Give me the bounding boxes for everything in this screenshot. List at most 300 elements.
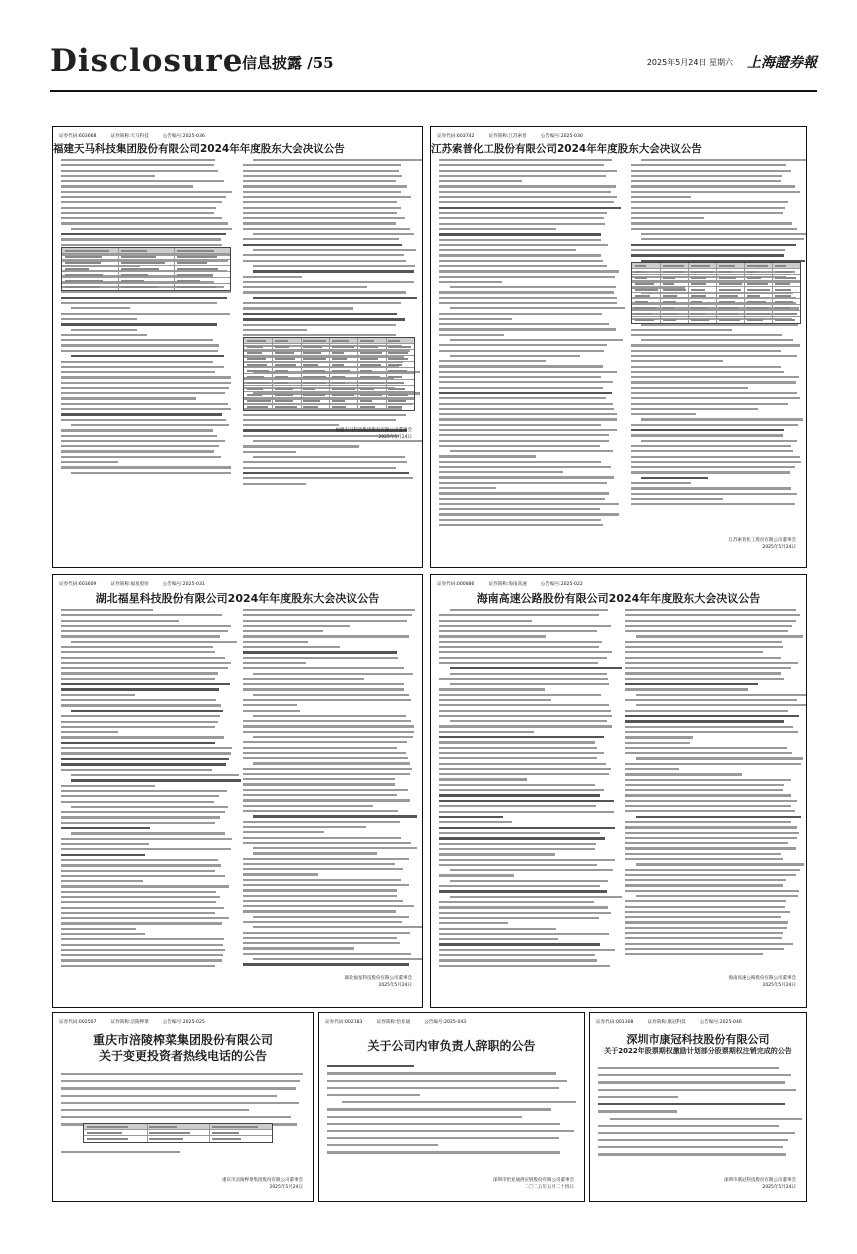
text-line — [61, 244, 222, 246]
table-cell-divider — [209, 1130, 210, 1135]
text-line — [61, 371, 215, 373]
text-line — [625, 742, 690, 744]
text-line — [439, 768, 611, 770]
text-line — [243, 609, 415, 611]
table-cell-text — [635, 319, 654, 321]
table-cell-text — [775, 319, 795, 321]
table-cell-divider — [744, 311, 745, 316]
text-line — [243, 725, 414, 727]
text-line — [61, 207, 216, 209]
text-line — [243, 921, 402, 923]
text-line — [253, 233, 413, 235]
text-line — [253, 270, 414, 272]
text-line — [61, 1109, 249, 1111]
text-line — [625, 630, 788, 632]
text-line — [439, 662, 598, 664]
table-cell-text — [635, 295, 651, 297]
text-line — [598, 1146, 783, 1148]
text-line — [439, 291, 614, 293]
table-cell-text — [691, 265, 710, 267]
table-cell-text — [747, 283, 768, 285]
announcement-sopo — [430, 126, 807, 568]
table-cell-text — [360, 400, 372, 402]
table-cell-text — [275, 358, 295, 360]
text-line — [641, 233, 807, 235]
table-cell-text — [332, 394, 354, 396]
text-line — [625, 921, 788, 923]
text-line — [625, 731, 798, 733]
text-line — [636, 895, 798, 897]
table-cell-text — [303, 400, 320, 402]
table-cell-divider — [660, 293, 661, 298]
text-line — [631, 344, 800, 346]
table-cell-divider — [386, 362, 387, 367]
text-line — [327, 1144, 438, 1146]
table-cell-text — [275, 382, 289, 384]
table-cell-divider — [301, 374, 302, 379]
body-text-right — [625, 609, 801, 955]
text-line — [243, 445, 359, 447]
text-line — [598, 1125, 779, 1127]
text-line — [439, 805, 596, 807]
text-line — [61, 752, 231, 754]
text-line — [61, 403, 228, 405]
text-line — [61, 164, 214, 166]
text-line — [439, 794, 600, 796]
text-line — [625, 667, 791, 669]
text-line — [439, 212, 607, 214]
table-cell-text — [121, 286, 158, 288]
text-line — [439, 408, 614, 410]
table-cell-divider — [329, 380, 330, 385]
text-line — [439, 715, 612, 717]
text-line — [61, 694, 135, 696]
table-cell-text — [332, 352, 344, 354]
text-line — [61, 397, 196, 399]
text-line — [243, 222, 396, 224]
text-line — [439, 424, 601, 426]
table-cell-text — [275, 388, 293, 390]
body-text — [598, 1067, 800, 1156]
text-line — [253, 456, 405, 458]
table-cell-divider — [772, 263, 773, 268]
text-line — [625, 646, 783, 648]
table-cell-divider — [174, 260, 175, 265]
text-line — [625, 927, 787, 929]
text-line — [61, 928, 136, 930]
text-line — [243, 641, 308, 643]
table-cell-divider — [301, 386, 302, 391]
table-cell-text — [388, 376, 402, 378]
table-cell-text — [332, 340, 350, 342]
text-line — [641, 159, 807, 161]
section-label: 信息披露 /55 — [242, 54, 334, 72]
text-line — [253, 673, 412, 675]
text-line — [625, 932, 783, 934]
table-cell-text — [275, 340, 288, 342]
table-cell-divider — [716, 287, 717, 292]
text-line — [61, 848, 231, 850]
table-cell-text — [247, 346, 264, 348]
table-cell-divider — [772, 275, 773, 280]
table-cell-text — [388, 370, 407, 372]
table-cell-text — [247, 382, 270, 384]
text-line — [625, 726, 793, 728]
text-line — [327, 1065, 414, 1067]
text-line — [439, 816, 503, 818]
text-line — [61, 801, 214, 803]
text-line — [450, 339, 623, 341]
table-cell-text — [303, 406, 318, 408]
table-cell-text — [719, 313, 739, 315]
table-cell-text — [332, 370, 350, 372]
text-line — [631, 461, 801, 463]
table-cell-text — [360, 346, 378, 348]
table-cell-text — [747, 307, 768, 309]
table-cell-divider — [301, 338, 302, 343]
table-cell-text — [360, 382, 384, 384]
text-line — [439, 688, 545, 690]
text-line — [71, 832, 224, 834]
text-line — [439, 938, 558, 940]
text-line — [641, 339, 793, 341]
text-line — [61, 683, 230, 685]
table-cell-divider — [772, 305, 773, 310]
text-line — [625, 937, 782, 939]
text-line — [61, 297, 227, 299]
text-line — [631, 180, 781, 182]
table-cell-text — [212, 1126, 258, 1128]
signature: 海南高速公路股份有限公司董事会 2025年5月24日 — [728, 976, 796, 988]
text-line — [61, 721, 218, 723]
table-cell-text — [663, 307, 675, 309]
table-cell-text — [691, 307, 709, 309]
text-line — [439, 482, 607, 484]
table-cell-text — [747, 313, 770, 315]
table-cell-text — [360, 364, 382, 366]
table-cell-text — [663, 277, 675, 279]
text-line — [631, 228, 797, 230]
table-cell-divider — [688, 311, 689, 316]
table-cell-text — [775, 313, 798, 315]
text-line — [327, 1123, 560, 1125]
table-cell-text — [275, 394, 293, 396]
text-line — [439, 625, 611, 627]
text-line — [439, 360, 546, 362]
text-line — [625, 720, 784, 722]
text-line — [631, 201, 788, 203]
text-line — [631, 207, 785, 209]
text-line — [243, 831, 324, 833]
table-cell-text — [719, 295, 738, 297]
text-line — [631, 334, 782, 336]
text-line — [71, 472, 230, 474]
text-line — [439, 630, 597, 632]
text-line — [61, 859, 218, 861]
text-line — [61, 938, 224, 940]
table-cell-divider — [716, 293, 717, 298]
text-line — [439, 323, 609, 325]
announcement-title-line-1: 重庆市涪陵榨菜集团股份有限公司 — [92, 1033, 273, 1047]
signature: 重庆市涪陵榨菜集团股份有限公司董事会 2025年5月24日 — [222, 1178, 303, 1190]
table-cell-text — [212, 1132, 239, 1134]
text-line — [631, 175, 782, 177]
text-line — [439, 350, 604, 352]
table-cell-divider — [174, 254, 175, 259]
text-line — [439, 853, 555, 855]
text-line — [439, 620, 532, 622]
text-line — [243, 472, 409, 474]
text-line — [598, 1096, 678, 1098]
body-text-left — [61, 159, 233, 474]
text-line — [253, 958, 422, 960]
text-line — [243, 238, 399, 240]
table-cell-divider — [301, 392, 302, 397]
text-line — [439, 159, 612, 161]
proposal-table — [631, 262, 801, 324]
text-line — [625, 614, 800, 616]
text-line — [439, 397, 606, 399]
text-line — [450, 609, 608, 611]
text-line — [61, 461, 118, 463]
text-line — [631, 381, 796, 383]
text-line — [71, 307, 130, 309]
table-cell-divider — [174, 272, 175, 277]
text-line — [625, 948, 784, 950]
text-line — [439, 933, 609, 935]
table-cell-text — [121, 262, 165, 264]
text-line — [61, 466, 231, 468]
text-line — [439, 487, 496, 489]
text-line — [243, 783, 395, 785]
table-cell-divider — [357, 344, 358, 349]
table-cell-divider — [301, 398, 302, 403]
text-line — [439, 471, 563, 473]
text-line — [253, 736, 413, 738]
text-line — [439, 297, 617, 299]
text-line — [253, 297, 417, 299]
text-line — [243, 900, 403, 902]
announcement-title-line-2: 关于变更投资者热线电话的公告 — [98, 1049, 267, 1063]
text-line — [253, 852, 377, 854]
text-line — [439, 827, 615, 829]
stock-code-line: 证券代码:002183 证券简称:怡亚通 公告编号:2025-043 — [325, 1020, 467, 1025]
table-cell-text — [775, 265, 787, 267]
text-line — [439, 699, 551, 701]
table-cell-text — [388, 364, 402, 366]
proposal-table — [243, 337, 415, 411]
table-cell-text — [303, 394, 325, 396]
text-line — [327, 1080, 567, 1082]
text-line — [625, 821, 791, 823]
text-line — [61, 944, 223, 946]
table-cell-divider — [688, 263, 689, 268]
text-line — [439, 270, 619, 272]
text-line — [61, 688, 219, 690]
table-cell-text — [247, 352, 262, 354]
text-line — [61, 864, 221, 866]
table-cell-text — [303, 346, 321, 348]
text-line — [243, 291, 406, 293]
text-line — [598, 1074, 791, 1076]
text-line — [61, 318, 137, 320]
table-cell-divider — [301, 350, 302, 355]
text-line — [243, 212, 397, 214]
table-cell-text — [303, 352, 320, 354]
announcement-fuling-zhacai — [52, 1012, 314, 1202]
text-line — [61, 191, 232, 193]
text-line — [327, 1094, 420, 1096]
table-cell-text — [87, 1132, 122, 1134]
table-cell-text — [247, 400, 271, 402]
text-line — [631, 493, 797, 495]
text-line — [61, 635, 220, 637]
text-line — [439, 445, 600, 447]
text-line — [439, 466, 611, 468]
table-cell-divider — [118, 254, 119, 259]
text-line — [450, 896, 623, 898]
text-line — [625, 869, 800, 871]
announcement-title-line-1: 深圳市康冠科技股份有限公司 — [626, 1033, 770, 1046]
table-cell-divider — [357, 374, 358, 379]
text-line — [598, 1089, 796, 1091]
table-cell-divider — [660, 305, 661, 310]
table-cell-text — [388, 388, 405, 390]
table-cell-text — [247, 376, 265, 378]
text-line — [253, 847, 416, 849]
text-line — [327, 1087, 559, 1089]
text-line — [450, 286, 616, 288]
text-line — [243, 910, 396, 912]
table-cell-divider — [301, 362, 302, 367]
announcement-fuxing — [52, 574, 423, 1008]
text-line — [439, 371, 617, 373]
text-line — [61, 933, 145, 935]
text-line — [243, 625, 350, 627]
text-line — [61, 180, 224, 182]
text-line — [61, 838, 232, 840]
table-cell-text — [635, 277, 648, 279]
text-line — [243, 863, 395, 865]
table-cell-divider — [716, 299, 717, 304]
table-cell-divider — [744, 281, 745, 286]
table-cell-text — [388, 394, 408, 396]
text-line — [631, 456, 800, 458]
text-line — [253, 715, 405, 717]
text-line — [61, 440, 225, 442]
table-cell-divider — [329, 386, 330, 391]
table-cell-text — [635, 265, 646, 267]
text-line — [243, 789, 408, 791]
text-line — [439, 763, 606, 765]
text-line — [243, 963, 409, 965]
text-line — [439, 843, 596, 845]
text-line — [625, 826, 797, 828]
text-line — [61, 609, 153, 611]
text-line — [625, 810, 795, 812]
table-cell-text — [719, 283, 743, 285]
text-line — [439, 196, 617, 198]
text-line — [439, 736, 604, 738]
table-cell-text — [775, 283, 791, 285]
text-line — [439, 922, 508, 924]
table-cell-divider — [688, 317, 689, 323]
text-line — [243, 884, 409, 886]
table-cell-text — [747, 271, 759, 273]
hotline-table — [83, 1123, 273, 1143]
text-line — [61, 344, 219, 346]
text-line — [636, 816, 801, 818]
text-line — [439, 281, 502, 283]
text-line — [598, 1110, 677, 1112]
text-line — [450, 355, 580, 357]
text-line — [625, 890, 799, 892]
text-line — [61, 1102, 299, 1104]
text-line — [439, 207, 621, 209]
brand-title: Disclosure — [50, 43, 244, 79]
text-line — [61, 875, 225, 877]
table-cell-divider — [357, 404, 358, 410]
table-cell-text — [149, 1138, 182, 1140]
text-line — [625, 651, 763, 653]
text-line — [625, 699, 797, 701]
text-line — [439, 170, 617, 172]
text-line — [243, 768, 412, 770]
table-cell-text — [635, 283, 654, 285]
text-line — [631, 371, 784, 373]
table-cell-divider — [272, 392, 273, 397]
table-cell-divider — [209, 1136, 210, 1142]
signature: 深圳市怡亚通供应链股份有限公司董事会 二〇二五年五月二十四日 — [493, 1178, 574, 1190]
text-line — [61, 366, 224, 368]
text-line — [631, 466, 795, 468]
text-line — [625, 609, 796, 611]
text-line — [243, 191, 401, 193]
text-line — [439, 249, 576, 251]
table-cell-divider — [386, 404, 387, 410]
text-line — [625, 747, 787, 749]
text-line — [243, 947, 354, 949]
table-cell-divider — [744, 305, 745, 310]
text-line — [243, 842, 411, 844]
text-line — [61, 742, 215, 744]
text-line — [439, 503, 619, 505]
text-line — [243, 799, 410, 801]
table-cell-divider — [772, 317, 773, 323]
table-cell-divider — [301, 380, 302, 385]
text-line — [243, 731, 414, 733]
text-line — [61, 917, 229, 919]
table-cell-divider — [772, 281, 773, 286]
text-line — [243, 868, 403, 870]
text-line — [625, 800, 797, 802]
text-line — [631, 445, 791, 447]
text-line — [631, 376, 799, 378]
table-cell-divider — [147, 1130, 148, 1135]
text-line — [625, 805, 791, 807]
text-line — [439, 641, 602, 643]
table-cell-text — [87, 1126, 128, 1128]
text-line — [243, 196, 411, 198]
table-cell-text — [747, 277, 761, 279]
text-line — [61, 854, 145, 856]
text-line — [439, 233, 601, 235]
text-line — [61, 456, 221, 458]
table-cell-divider — [272, 338, 273, 343]
text-line — [243, 635, 409, 637]
voting-table — [61, 247, 231, 291]
text-line — [61, 233, 226, 235]
